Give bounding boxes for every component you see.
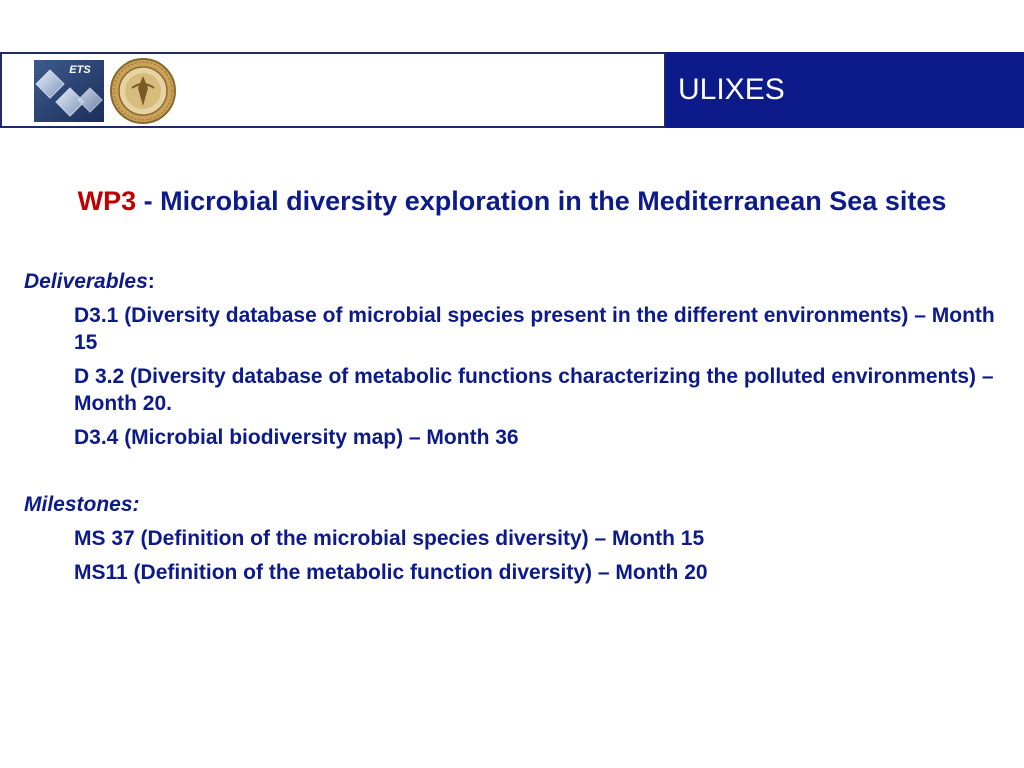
deliverables-heading bbox=[24, 268, 1004, 295]
milestone-item: MS 37 (Definition of the microbial species diversity) – Month 15 bbox=[74, 527, 705, 550]
section-spacer bbox=[24, 451, 1004, 491]
milestone-item: MS11 (Definition of the metabolic function diversity) – Month 20 bbox=[74, 561, 708, 584]
slide-header bbox=[0, 52, 1024, 128]
deliverable-item: D3.4 (Microbial biodiversity map) – Month 36 bbox=[74, 426, 519, 449]
deliverable-item: D 3.2 (Diversity database of metabolic functions characterizing the polluted environments) – Month 20. bbox=[74, 365, 994, 415]
deliverable-item: D3.1 (Diversity database of microbial species present in the different environments) – Month 15 bbox=[74, 304, 995, 354]
svg-text:ETS: ETS bbox=[69, 64, 91, 76]
deliverables-colon: : bbox=[147, 270, 155, 293]
deliverables-label: Deliverables bbox=[24, 270, 148, 293]
work-package-label: WP3 bbox=[77, 186, 137, 216]
slide-body bbox=[24, 268, 1004, 586]
ets-logo-icon bbox=[34, 60, 104, 122]
header-title: ULIXES bbox=[666, 52, 1024, 128]
slide-title bbox=[0, 186, 1024, 217]
university-seal-icon bbox=[108, 58, 178, 124]
logo-box bbox=[0, 52, 666, 128]
milestones-heading: Milestones: bbox=[24, 493, 140, 516]
slide-title-text: - Microbial diversity exploration in the Mediterranean Sea sites bbox=[136, 186, 947, 216]
